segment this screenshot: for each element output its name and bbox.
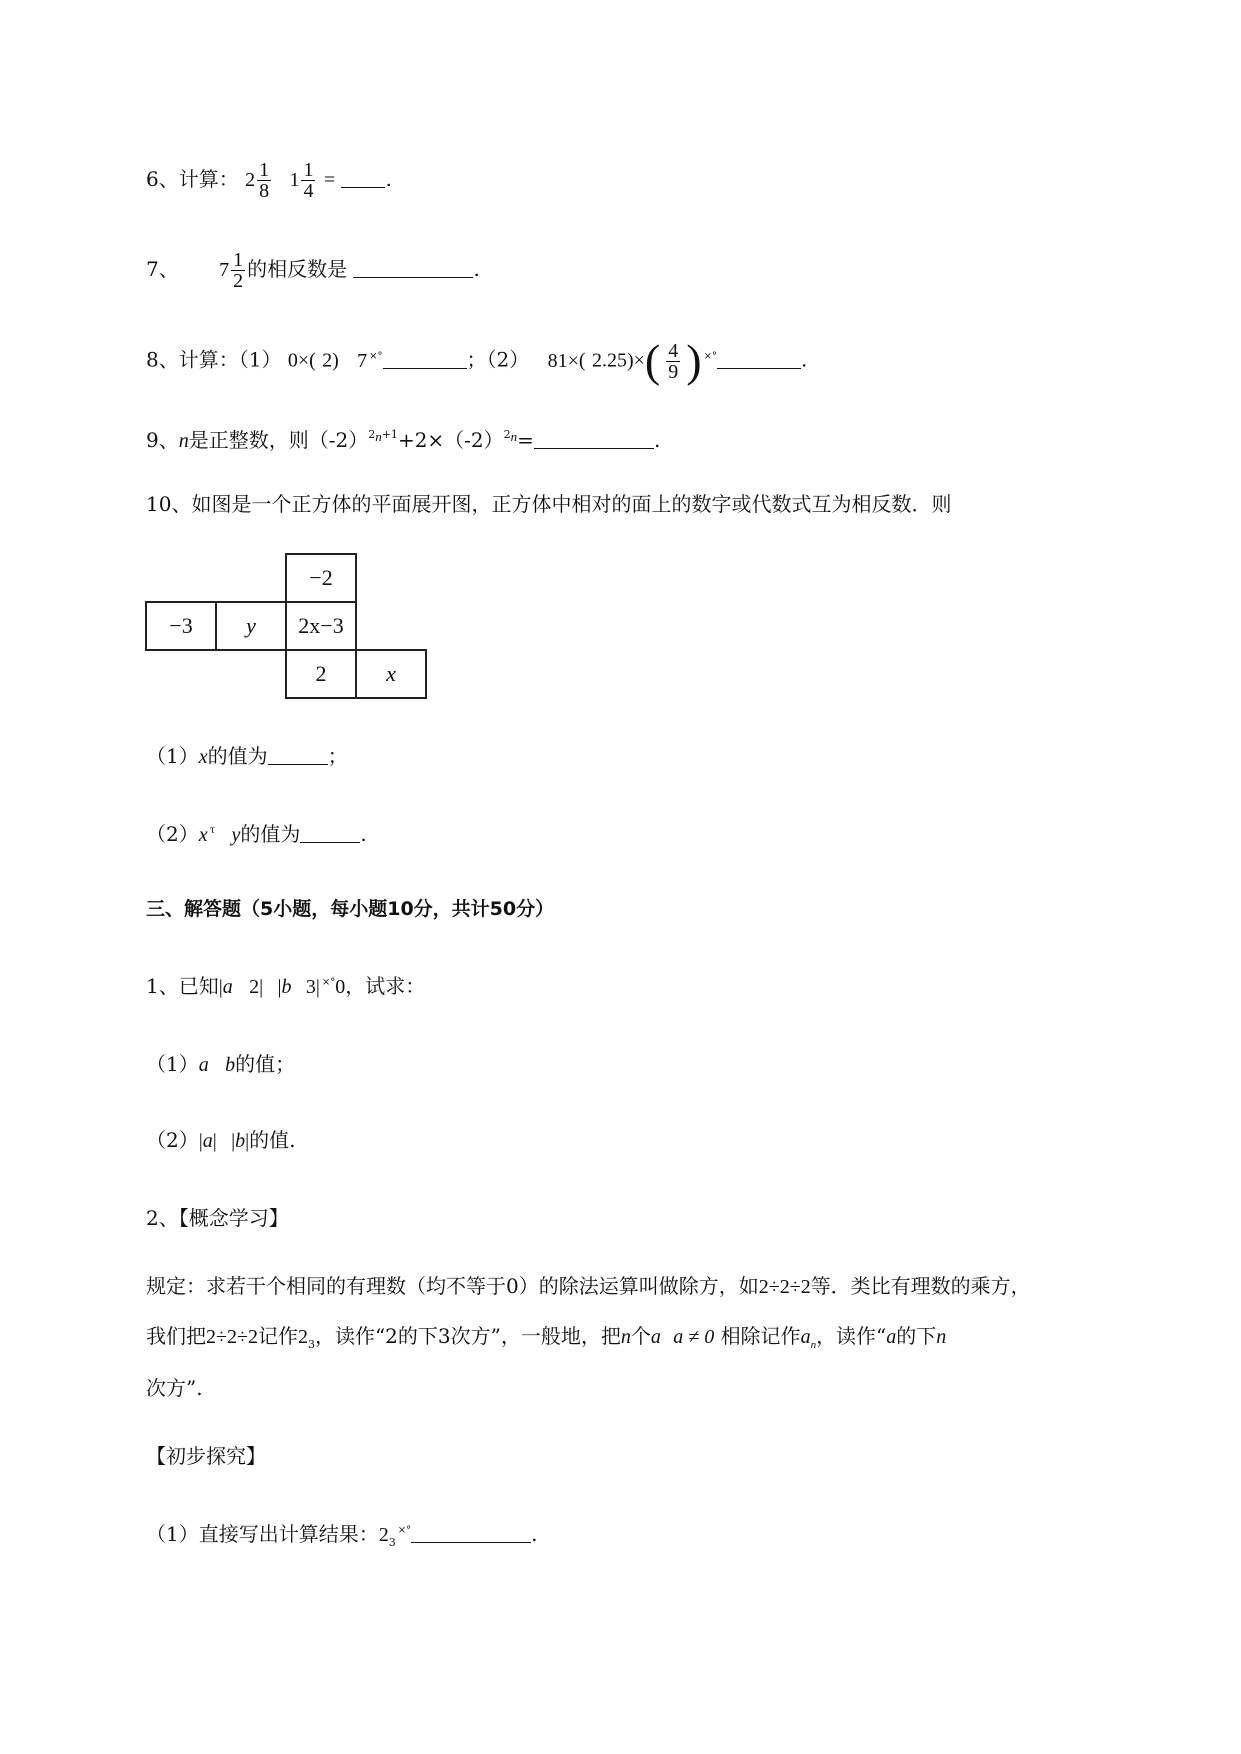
q10-s2-end: . — [360, 822, 367, 846]
p2-rule2-b: 记作 — [257, 1324, 298, 1348]
q9-equals: = — [517, 428, 534, 452]
p2-e1-answer-blank[interactable] — [411, 1526, 531, 1543]
p1-s2-text: 的值. — [249, 1128, 296, 1152]
p2-rule-line-2 — [146, 1324, 946, 1352]
q8-expr2-c: 2.25)× — [591, 349, 645, 372]
p2-rule-line-1 — [146, 1274, 1031, 1299]
net-cell-mid-left: y — [215, 601, 287, 651]
q6-fraction-2: $\frac{1}{4}$ — [303, 159, 314, 202]
q8-separator: ；（2） — [466, 347, 530, 372]
p1-s1-var-a: a — [198, 1054, 209, 1076]
p1-three: 3 — [305, 976, 316, 998]
p1-var-a: a — [222, 976, 233, 998]
q8-right-paren: ) — [686, 335, 702, 386]
q6-label: 6、计算： — [146, 167, 239, 191]
p1-abs-bar-1: | — [218, 976, 223, 998]
p2-e1-period: . — [531, 1522, 538, 1546]
q10-s1-label: （1） — [146, 744, 199, 768]
q7-text: 的相反数是 — [247, 257, 348, 281]
p1-operator-glyph: ×° — [321, 977, 336, 988]
p2-rule2-a-n: a — [800, 1326, 811, 1348]
q10-s2-var-y: y — [231, 824, 241, 846]
q6-fraction-1: $\frac{1}{8}$ — [259, 159, 270, 202]
q8-expr1-paren: ( — [309, 349, 316, 372]
q7-whole: 7 — [219, 259, 230, 281]
p2-explore-1 — [146, 1522, 537, 1549]
q8-fraction: $\frac{4}{9}$ — [668, 339, 679, 383]
p2-rule2-k: 的下 — [896, 1324, 937, 1348]
q10-s2-text: 的值为 — [240, 822, 301, 846]
p2-rule2-l: n — [936, 1326, 947, 1348]
p2-rule2-base: 2 — [297, 1326, 308, 1348]
q9-var-n: n — [178, 430, 189, 452]
question-6 — [146, 160, 392, 201]
p2-rule2-j: a — [886, 1326, 897, 1348]
q9-answer-blank[interactable] — [534, 432, 654, 449]
cube-net-figure — [145, 553, 430, 705]
q8-label: 8、计算：（1） — [146, 347, 282, 372]
q10-s1-var: x — [198, 746, 208, 768]
q9-label: 9、 — [146, 428, 179, 452]
p2-rule2-var-a: a — [650, 1326, 661, 1348]
q8-operator-glyph-1: ×° — [369, 350, 383, 362]
section-heading: 三、解答题（5小题，每小题10分，共计50分） — [146, 898, 555, 920]
p2-rule2-d: ，读作“2的下3次方”，一般地，把 — [314, 1324, 621, 1348]
p1-s2-var-a: a — [202, 1130, 213, 1152]
question-10 — [146, 492, 951, 516]
p1-s1-var-b: b — [225, 1054, 236, 1076]
p1-s1-label: （1） — [146, 1052, 199, 1076]
q9-exp-n-2: n — [510, 429, 518, 444]
q9-period: . — [653, 428, 661, 452]
p2-rule2-g: 相除记作 — [720, 1324, 801, 1348]
q8-answer-blank-1[interactable] — [383, 352, 467, 369]
p1-s2-label: （2） — [146, 1128, 199, 1152]
q6-period: . — [385, 167, 392, 191]
p1-sub-1 — [146, 1052, 295, 1077]
p2-rule1-text: 规定：求若干个相同的有理数（均不等于0）的除法运算叫做除方，如 — [146, 1274, 759, 1298]
problem-2-title: 2、【概念学习】 — [146, 1206, 289, 1230]
q8-expr2-a: 81× — [547, 349, 579, 372]
p2-e1-base: 2 — [378, 1524, 389, 1546]
q7-label: 7、 — [146, 257, 179, 281]
p1-abs-bar-2: | — [259, 976, 264, 998]
q6-whole-1: 2 — [245, 169, 256, 191]
p1-abs-bar-4: | — [315, 976, 320, 998]
q8-left-paren: ( — [644, 335, 661, 386]
net-cell-left: −3 — [145, 601, 217, 651]
q10-sub-2 — [146, 822, 367, 847]
q8-expr2-paren: ( — [578, 349, 586, 372]
p2-rule1-math: 2÷2÷2 — [758, 1276, 811, 1298]
q9-exp-n-1: n — [375, 429, 382, 444]
q8-expr1-d: 7 — [357, 349, 368, 372]
q8-period: . — [800, 347, 808, 372]
question-8 — [146, 335, 808, 386]
question-7 — [146, 250, 480, 291]
q8-operator-glyph-2: ×° — [703, 350, 717, 362]
q6-whole-2: 1 — [289, 169, 300, 191]
p1-sub-2: （2）|a| |b|的值. — [146, 1128, 296, 1152]
q8-expr1-c: 2) — [322, 349, 339, 372]
p1-var-b: b — [281, 976, 292, 998]
q10-s1-end: ； — [327, 744, 348, 768]
q9-sup-3: 2 — [503, 428, 511, 441]
net-cell-bottom-right: x — [355, 649, 427, 699]
q10-text: 10、如图是一个正方体的平面展开图，正方体中相对的面上的数字或代数式互为相反数．则 — [146, 492, 952, 516]
q10-s2-label: （2） — [146, 822, 199, 846]
p2-e1-sub: 3 — [388, 1536, 396, 1549]
p2-rule-line-3: 次方”. — [146, 1376, 203, 1400]
p1-s2-var-b: b — [235, 1130, 246, 1152]
p1-s1-text: 的值； — [235, 1052, 296, 1076]
problem-1 — [146, 974, 425, 999]
p2-explore-heading: 【初步探究】 — [146, 1444, 266, 1468]
p2-rule2-e: 个 — [630, 1324, 651, 1348]
q8-expr1-a: 0× — [287, 349, 310, 372]
p2-e1-operator-glyph: ×° — [397, 1525, 412, 1536]
q6-answer-blank[interactable] — [341, 171, 385, 188]
q7-period: . — [473, 257, 480, 281]
p1-tail: 0，试求： — [335, 976, 426, 998]
q9-text-1: 是正整数，则（-2） — [188, 428, 369, 452]
p2-rule2-condition: a ≠ 0 — [673, 1326, 715, 1348]
q9-sup-1: 2 — [368, 428, 376, 441]
q10-s1-answer-blank[interactable] — [268, 748, 328, 765]
p2-rule2-math: 2÷2÷2 — [206, 1326, 258, 1348]
p2-e1-text: （1）直接写出计算结果： — [146, 1522, 379, 1546]
p2-rule2-n: n — [620, 1326, 631, 1348]
q6-equals: = — [323, 169, 336, 191]
p2-rule2-a-n-sub: n — [810, 1339, 817, 1351]
p1-label: 1、已知 — [146, 974, 219, 998]
q10-s2-answer-blank[interactable] — [300, 826, 360, 843]
question-9 — [146, 428, 660, 453]
p2-rule2-sub: 3 — [307, 1338, 315, 1351]
p2-rule2-i: ，读作“ — [816, 1324, 887, 1348]
p1-abs-bar-3: | — [277, 976, 282, 998]
net-cell-center: 2x−3 — [285, 601, 357, 651]
q7-fraction: $\frac{1}{2}$ — [233, 249, 244, 292]
q10-s2-operator-glyph: τ — [209, 825, 216, 836]
net-cell-top: −2 — [285, 553, 357, 603]
q9-sup-2: +1 — [381, 428, 398, 441]
q7-answer-blank[interactable] — [353, 261, 473, 278]
net-cell-bottom: 2 — [285, 649, 357, 699]
q10-sub-1 — [146, 744, 348, 769]
q10-s1-text: 的值为 — [207, 744, 268, 768]
p1-two: 2 — [249, 976, 260, 998]
q8-answer-blank-2[interactable] — [717, 352, 801, 369]
q9-text-2: +2×（-2） — [397, 428, 504, 452]
p2-rule2-a: 我们把 — [146, 1324, 206, 1348]
q10-s2-var-x: x — [198, 824, 208, 846]
p2-rule1-tail: 等．类比有理数的乘方， — [810, 1274, 1031, 1298]
